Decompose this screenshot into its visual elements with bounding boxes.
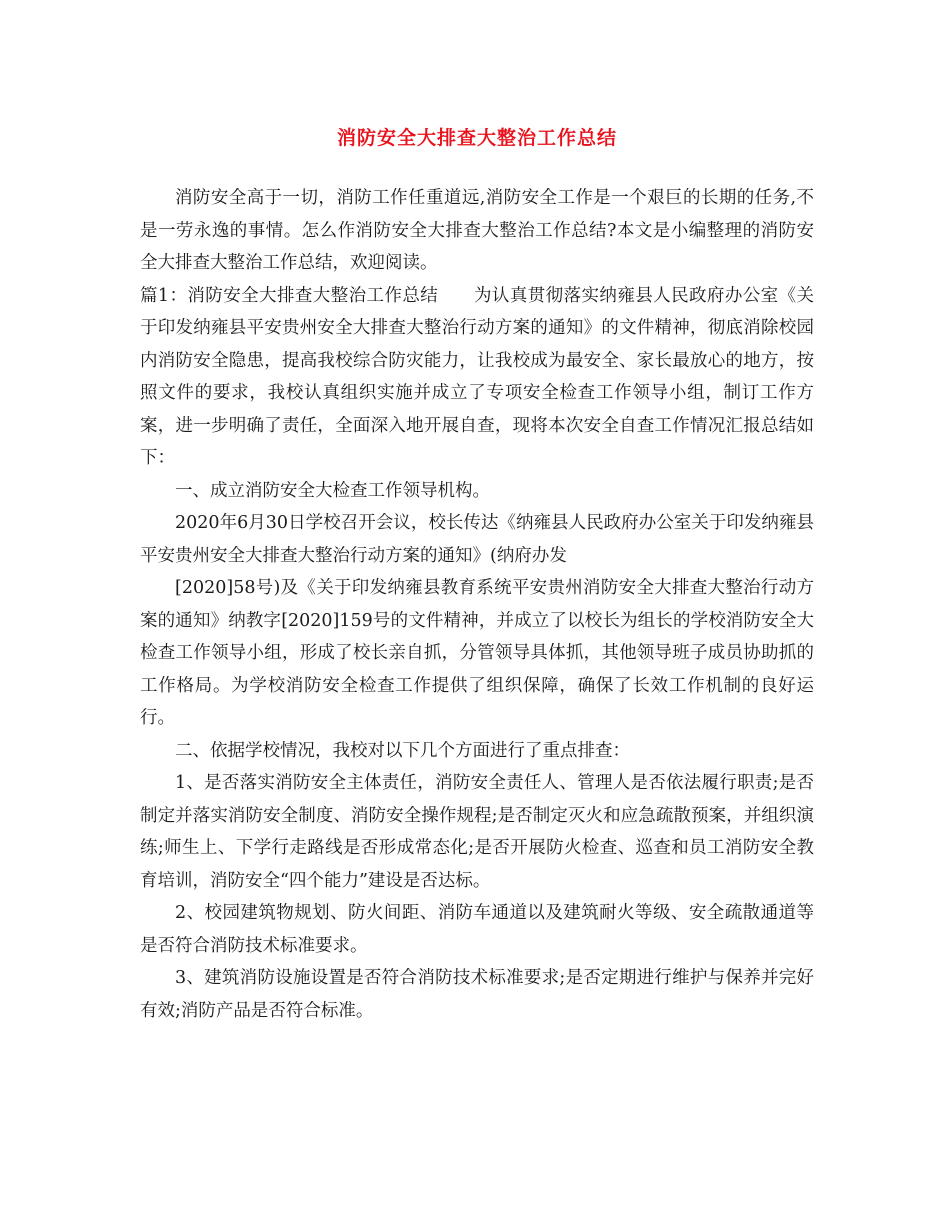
- paragraph-intro: 消防安全高于一切，消防工作任重道远,消防安全工作是一个艰巨的长期的任务,不是一劳永逸的事情。怎么作消防安全大排查大整治工作总结?本文是小编整理的消防安全大排查大整治工作总结，欢迎阅读。: [140, 188, 814, 273]
- document-title: 消防安全大排查大整治工作总结: [336, 127, 617, 149]
- paragraph-meeting-cont: [2020]58号)及《关于印发纳雍县教育系统平安贵州消防安全大排查大整治行动方案的通知》纳教字[2020]159号的文件精神，并成立了以校长为组长的学校消防安全大检查工作领导小组，形成了校长亲自抓，分管领导具体抓，其他领导班子成员协助抓的工作格局。为学校消防安全检查工作提供了组织保障，确保了长效工作机制的良好运行。: [140, 578, 814, 728]
- paragraph-section-1-heading: 一、成立消防安全大检查工作领导机构。: [175, 480, 490, 501]
- paragraph-part1: 篇1：消防安全大排查大整治工作总结 为认真贯彻落实纳雍县人民政府办公室《关于印发纳雍县平安贵州安全大排查大整治行动方案的通知》的文件精神，彻底消除校园内消防安全隐患，提高我校综合防灾能力，让我校成为最安全、家长最放心的地方，按照文件的要求，我校认真组织实施并成立了专项安全检查工作领导小组，制订工作方案，进一步明确了责任，全面深入地开展自查，现将本次安全自查工作情况汇报总结如下：: [140, 285, 814, 468]
- paragraph-item-1: 1、是否落实消防安全主体责任，消防安全责任人、管理人是否依法履行职责;是否制定并落实消防安全制度、消防安全操作规程;是否制定灭火和应急疏散预案，并组织演练;师生上、下学行走路线是否形成常态化;是否开展防火检查、巡查和员工消防安全教育培训，消防安全“四个能力”建设是否达标。: [140, 773, 814, 891]
- paragraph-item-2: 2、校园建筑物规划、防火间距、消防车通道以及建筑耐火等级、安全疏散通道等是否符合消防技术标准要求。: [140, 903, 814, 956]
- paragraph-item-3: 3、建筑消防设施设置是否符合消防技术标准要求;是否定期进行维护与保养并完好有效;消防产品是否符合标准。: [140, 968, 814, 1021]
- document-body: [140, 182, 814, 1027]
- paragraph-section-2-heading: 二、依据学校情况，我校对以下几个方面进行了重点排查：: [175, 740, 630, 761]
- paragraph-meeting: 2020年6月30日学校召开会议，校长传达《纳雍县人民政府办公室关于印发纳雍县平安贵州安全大排查大整治行动方案的通知》(纳府办发: [140, 513, 814, 566]
